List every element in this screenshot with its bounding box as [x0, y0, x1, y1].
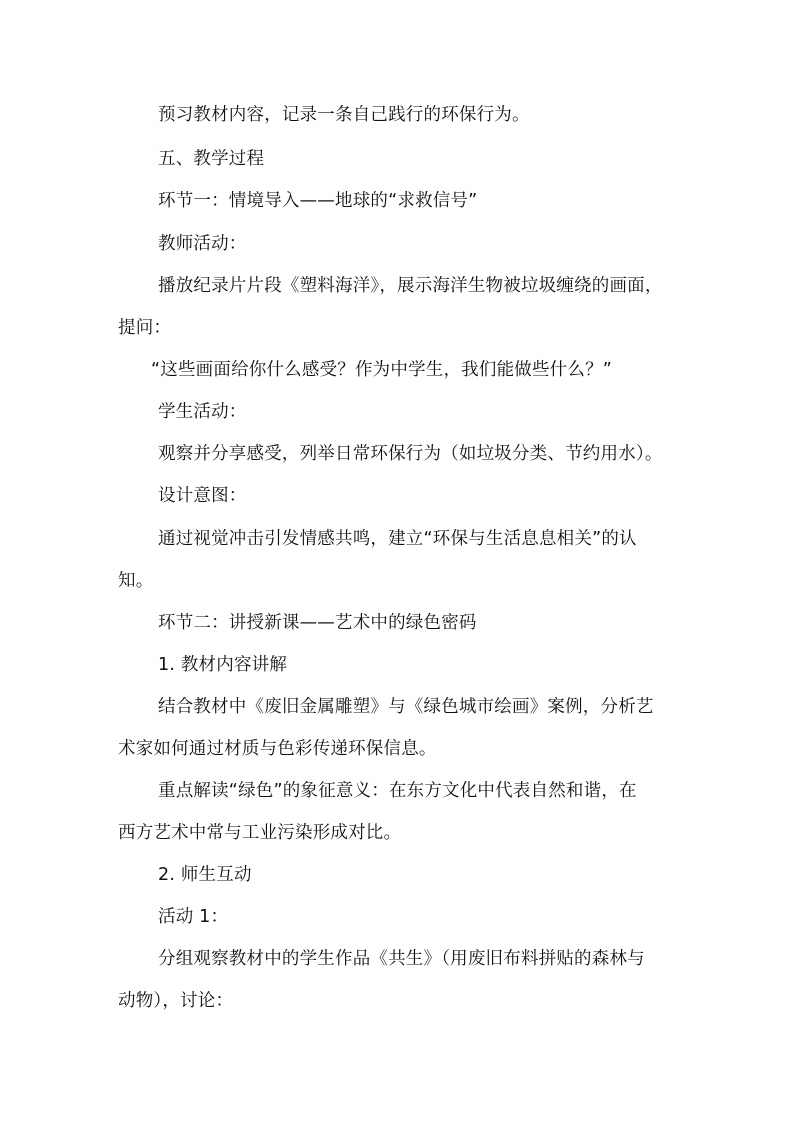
text-line: 分组观察教材中的学生作品《共生》（用废旧布料拼贴的森林与	[158, 949, 645, 969]
subsection-heading: 环节二：讲授新课——艺术中的绿色密码	[158, 613, 477, 633]
text-line: 教师活动：	[158, 234, 247, 254]
subsection-heading: 环节一：情境导入——地球的“求救信号”	[158, 191, 478, 211]
text-line: 设计意图：	[158, 486, 247, 506]
text-line: 术家如何通过材质与色彩传递环保信息。	[118, 739, 437, 759]
text-line: 提问：	[118, 318, 172, 338]
text-line: 预习教材内容，记录一条自己践行的环保行为。	[158, 105, 530, 125]
quote-line: “这些画面给你什么感受？作为中学生，我们能做些什么？”	[151, 360, 613, 380]
text-line: 通过视觉冲击引发情感共鸣，建立“环保与生活息息相关”的认	[158, 529, 637, 549]
numbered-heading: 1. 教材内容讲解	[158, 655, 288, 675]
text-line: 结合教材中《废旧金属雕塑》与《绿色城市绘画》案例，分析艺	[158, 697, 654, 717]
section-heading: 五、教学过程	[158, 149, 265, 169]
text-line: 动物），讨论：	[118, 991, 234, 1011]
numbered-heading: 2. 师生互动	[158, 865, 252, 885]
text-line: 知。	[118, 571, 154, 591]
text-line: 观察并分享感受，列举日常环保行为（如垃圾分类、节约用水）。	[158, 444, 663, 464]
text-line: 活动 1：	[158, 907, 229, 927]
text-line: 学生活动：	[158, 402, 247, 422]
text-line: 西方艺术中常与工业污染形成对比。	[118, 823, 402, 843]
text-line: 播放纪录片片段《塑料海洋》，展示海洋生物被垃圾缠绕的画面，	[158, 276, 663, 296]
text-line: 重点解读“绿色”的象征意义：在东方文化中代表自然和谐，在	[158, 781, 637, 801]
